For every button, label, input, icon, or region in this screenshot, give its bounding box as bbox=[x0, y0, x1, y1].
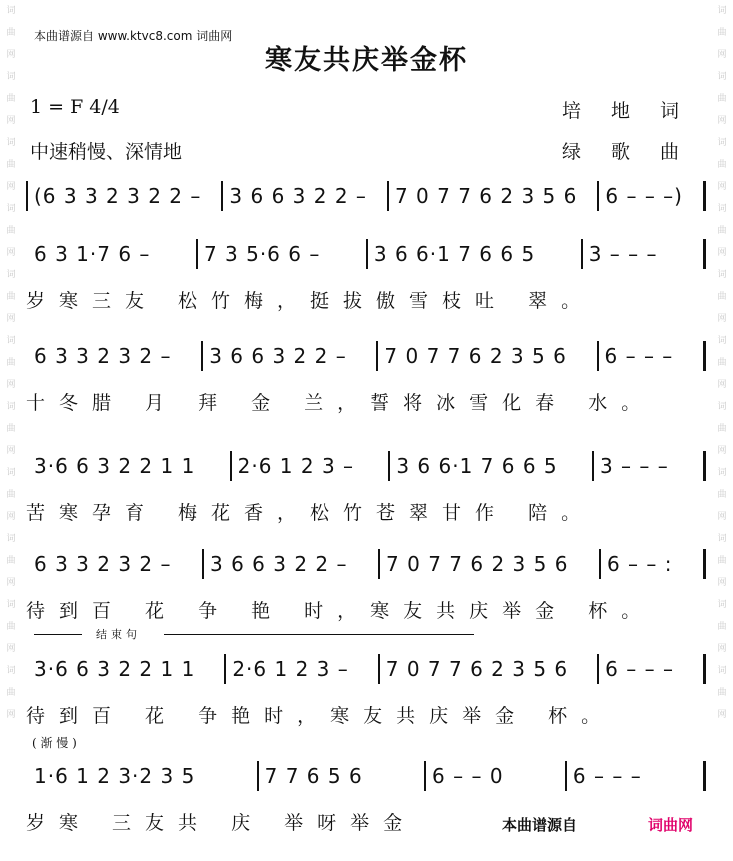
watermark-glyph: 网 bbox=[6, 710, 16, 720]
measure: (6 3 3 2 3 2 2 – bbox=[34, 184, 202, 208]
measure: 7 0 7 7 6 2 3 5 6 bbox=[385, 657, 569, 681]
header-credit: 本曲谱源自 www.ktvc8.com 词曲网 bbox=[34, 29, 233, 43]
measure: 7 0 7 7 6 2 3 5 6 bbox=[394, 184, 578, 208]
watermark-glyph: 词 bbox=[717, 336, 727, 346]
tempo-marking: 中速稍慢、深情地 bbox=[30, 141, 183, 163]
measure: 6 – – – bbox=[605, 657, 674, 681]
watermark-glyph: 曲 bbox=[717, 556, 727, 566]
measure: 3 6 6·1 7 6 6 5 bbox=[373, 242, 536, 266]
lyrics-row: 岁寒 三友共 庆 举呀举金 bbox=[26, 812, 417, 834]
measure: 7 7 6 5 6 bbox=[264, 764, 363, 788]
watermark-glyph: 词 bbox=[717, 600, 727, 610]
watermark-glyph: 词 bbox=[6, 270, 16, 280]
measure: 6 3 1·7 6 – bbox=[34, 242, 151, 266]
watermark-glyph: 词 bbox=[717, 138, 727, 148]
watermark-glyph: 网 bbox=[717, 50, 727, 60]
barline bbox=[703, 341, 706, 371]
watermark-glyph: 曲 bbox=[717, 160, 727, 170]
watermark-glyph: 词 bbox=[6, 402, 16, 412]
measure: 6 3 3 2 3 2 – bbox=[34, 552, 172, 576]
watermark-glyph: 词 bbox=[6, 138, 16, 148]
watermark-glyph: 网 bbox=[6, 182, 16, 192]
watermark-glyph: 词 bbox=[717, 72, 727, 82]
watermark-glyph: 词 bbox=[717, 402, 727, 412]
measure: 3·6 6 3 2 2 1 1 bbox=[34, 657, 196, 681]
notation-row bbox=[26, 760, 706, 792]
lyrics-row: 待到百 花 争 艳 时，寒友共庆举金 杯。 bbox=[26, 600, 655, 622]
footer-brand: 本曲谱源自 bbox=[502, 816, 578, 834]
watermark-glyph: 词 bbox=[6, 6, 16, 16]
watermark-glyph: 网 bbox=[6, 644, 16, 654]
watermark-glyph: 网 bbox=[717, 248, 727, 258]
watermark-glyph: 词 bbox=[717, 270, 727, 280]
watermark-glyph: 曲 bbox=[6, 622, 16, 632]
measure: 3 6 6 3 2 2 – bbox=[210, 552, 348, 576]
measure: 6 – – – bbox=[572, 764, 642, 788]
composer-credit: 绿歌曲 bbox=[562, 141, 710, 163]
watermark-glyph: 曲 bbox=[717, 358, 727, 368]
measure: 3·6 6 3 2 2 1 1 bbox=[34, 454, 196, 478]
watermark-glyph: 词 bbox=[6, 204, 16, 214]
watermark-glyph: 曲 bbox=[6, 490, 16, 500]
song-title: 寒友共庆举金杯 bbox=[265, 45, 468, 76]
barline bbox=[703, 451, 706, 481]
watermark-glyph: 网 bbox=[717, 380, 727, 390]
ending-phrase-marker bbox=[34, 628, 474, 642]
notation-row bbox=[26, 180, 706, 212]
watermark-glyph: 网 bbox=[6, 248, 16, 258]
watermark-glyph: 曲 bbox=[717, 28, 727, 38]
measure: 6 – – –) bbox=[605, 184, 683, 208]
watermark-glyph: 词 bbox=[717, 468, 727, 478]
watermark-glyph: 曲 bbox=[717, 226, 727, 236]
measure: 3 – – – bbox=[599, 454, 669, 478]
measure: 6 – – – bbox=[604, 344, 674, 368]
watermark-glyph: 曲 bbox=[6, 688, 16, 698]
watermark-glyph: 曲 bbox=[6, 556, 16, 566]
barline bbox=[703, 654, 706, 684]
watermark-glyph: 词 bbox=[6, 600, 16, 610]
watermark-glyph: 网 bbox=[6, 314, 16, 324]
measure: 2·6 1 2 3 – bbox=[237, 454, 355, 478]
notation-row bbox=[26, 238, 706, 270]
measure: 3 6 6 3 2 2 – bbox=[209, 344, 347, 368]
watermark-glyph: 曲 bbox=[6, 28, 16, 38]
watermark-glyph: 词 bbox=[6, 336, 16, 346]
lyrics-row: 十冬腊 月 拜 金 兰，誓将冰雪化春 水。 bbox=[26, 392, 655, 414]
watermark-glyph: 网 bbox=[717, 182, 727, 192]
watermark-glyph: 网 bbox=[717, 446, 727, 456]
watermark-glyph: 曲 bbox=[717, 622, 727, 632]
watermark-glyph: 曲 bbox=[717, 292, 727, 302]
watermark-glyph: 网 bbox=[6, 578, 16, 588]
watermark-glyph: 网 bbox=[717, 710, 727, 720]
notation-row bbox=[26, 450, 706, 482]
measure: 6 – – 0 bbox=[432, 764, 504, 788]
measure: 3 – – – bbox=[588, 242, 658, 266]
barline bbox=[703, 239, 706, 269]
measure: 3 6 6·1 7 6 6 5 bbox=[396, 454, 558, 478]
side-watermark-left bbox=[3, 0, 19, 861]
measure: 1·6 1 2 3·2 3 5 bbox=[34, 764, 196, 788]
ritardando-marking: ( 渐 慢 ) bbox=[32, 736, 77, 750]
watermark-glyph: 曲 bbox=[717, 688, 727, 698]
watermark-glyph: 曲 bbox=[717, 94, 727, 104]
watermark-glyph: 网 bbox=[717, 644, 727, 654]
watermark-glyph: 词 bbox=[6, 468, 16, 478]
watermark-glyph: 词 bbox=[6, 72, 16, 82]
watermark-glyph: 曲 bbox=[717, 424, 727, 434]
measure: 2·6 1 2 3 – bbox=[232, 657, 349, 681]
measure: 6 3 3 2 3 2 – bbox=[34, 344, 172, 368]
watermark-glyph: 词 bbox=[6, 534, 16, 544]
watermark-glyph: 词 bbox=[717, 6, 727, 16]
notation-row bbox=[26, 340, 706, 372]
watermark-glyph: 曲 bbox=[6, 358, 16, 368]
watermark-glyph: 网 bbox=[6, 380, 16, 390]
lyrics-row: 待到百 花 争艳时，寒友共庆举金 杯。 bbox=[26, 705, 615, 727]
lyricist-credit: 培地词 bbox=[562, 100, 710, 122]
watermark-glyph: 网 bbox=[6, 446, 16, 456]
watermark-glyph: 曲 bbox=[6, 160, 16, 170]
watermark-glyph: 词 bbox=[717, 204, 727, 214]
watermark-glyph: 曲 bbox=[6, 424, 16, 434]
measure: 7 3 5·6 6 – bbox=[203, 242, 321, 266]
side-watermark-right bbox=[714, 0, 730, 861]
key-signature: 1 = F 4/4 bbox=[30, 96, 120, 118]
barline bbox=[703, 549, 706, 579]
watermark-glyph: 网 bbox=[6, 50, 16, 60]
notation-row bbox=[26, 653, 706, 685]
watermark-glyph: 曲 bbox=[6, 292, 16, 302]
ending-phrase-label: 结束句 bbox=[96, 628, 141, 641]
watermark-glyph: 词 bbox=[6, 666, 16, 676]
watermark-glyph: 网 bbox=[717, 578, 727, 588]
lyrics-row: 岁寒三友 松竹梅，挺拔傲雪枝吐 翠。 bbox=[26, 290, 595, 312]
measure: 3 6 6 3 2 2 – bbox=[229, 184, 367, 208]
watermark-glyph: 词 bbox=[717, 666, 727, 676]
lyrics-row: 苦寒孕育 梅花香，松竹苍翠甘作 陪。 bbox=[26, 502, 595, 524]
watermark-glyph: 曲 bbox=[717, 490, 727, 500]
measure: 7 0 7 7 6 2 3 5 6 bbox=[384, 344, 567, 368]
watermark-glyph: 曲 bbox=[6, 94, 16, 104]
measure: 6 – – : bbox=[606, 552, 673, 576]
watermark-glyph: 词 bbox=[717, 534, 727, 544]
watermark-glyph: 网 bbox=[717, 512, 727, 522]
footer-site-logo: 词曲网 bbox=[648, 816, 694, 834]
watermark-glyph: 网 bbox=[6, 116, 16, 126]
notation-row bbox=[26, 548, 706, 580]
measure: 7 0 7 7 6 2 3 5 6 bbox=[386, 552, 569, 576]
watermark-glyph: 网 bbox=[717, 314, 727, 324]
watermark-glyph: 网 bbox=[717, 116, 727, 126]
watermark-glyph: 网 bbox=[6, 512, 16, 522]
barline bbox=[703, 181, 706, 211]
watermark-glyph: 曲 bbox=[6, 226, 16, 236]
barline bbox=[703, 761, 706, 791]
